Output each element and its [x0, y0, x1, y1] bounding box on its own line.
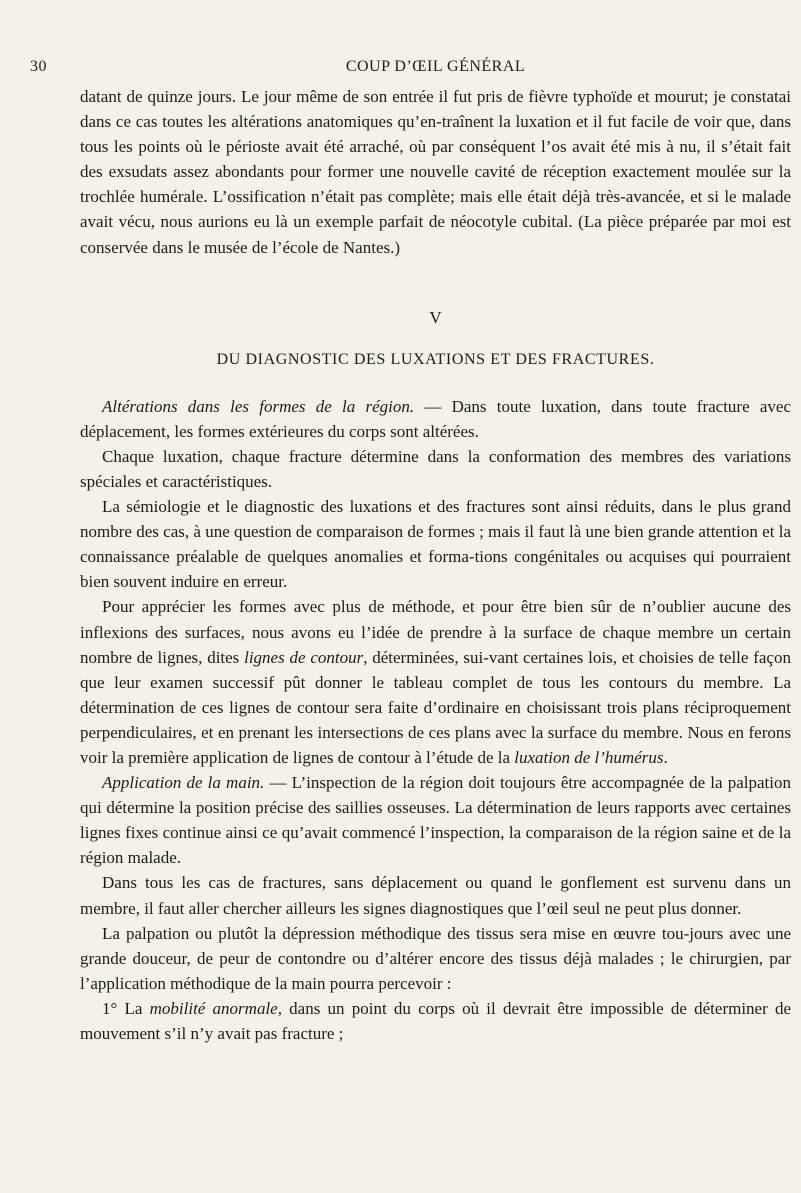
section-number: V: [429, 307, 442, 327]
paragraph-alterations: Altérations dans les formes de la région. — Dans toute luxation, dans toute fracture avec déplacement, les formes extérieures du corps sont altérées.: [80, 396, 791, 441]
page-number: 30: [30, 58, 47, 75]
paragraph-contour-lines: Pour apprécier les formes avec plus de méthode, et pour être bien sûr de n’oublier aucune des inflexions des surfaces, nous avons eu l’idée de prendre à la surface de chaque membre un certain nombre de lignes, dites lignes de contour, déterminées, sui-vant certaines lois, et choisies de telle façon que leur examen successif pût donner le tableau complet de tous les contours du membre. La détermination de ces lignes de contour sera faite d’ordinaire en choisissant trois plans réciproquement perpendiculaires, et en prenant les intersections de ces plans avec la surface du membre. Nous en ferons voir la première application de lignes de contour à l’étude de la luxation de l’humérus.: [80, 597, 791, 767]
intro-paragraph: datant de quinze jours. Le jour même de son entrée il fut pris de fièvre typhoïde et mourut; je constatai dans ce cas toutes les altérations anatomiques qu’en-traînent la luxation et il fut facile de voir que, dans tous les points où le périoste avait été arraché, où par conséquent l’os avait été mis à nu, il s’était fait des exsudats assez abondants pour former une nouvelle cavité de réception exactement moulée sur la trochlée humérale. L’ossification n’était pas complète; mais elle était déjà très-avancée, et si le malade avait vécu, nous aurions eu là un exemple parfait de néocotyle cubital. (La pièce préparée par moi est conservée dans le musée de l’école de Nantes.): [80, 87, 791, 257]
paragraph-list-item: 1° La mobilité anormale, dans un point du corps où il devrait être impossible de déterminer de mouvement s’il n’y avait pas fracture ;: [80, 998, 791, 1043]
paragraph: La sémiologie et le diagnostic des luxations et des fractures sont ainsi réduits, dans le plus grand nombre des cas, à une question de comparaison de formes ; mais il faut là une bien grande attention et la connaissance préalable de quelques anomalies et forma-tions congénitales ou acquises qui pourraient bien souvent induire en erreur.: [80, 497, 791, 592]
italic-term: luxation de l’humérus: [514, 747, 664, 767]
book-page: [30, 58, 791, 1046]
italic-term: mobilité anormale: [149, 998, 278, 1018]
paragraph-application: Application de la main. — L’inspection de la région doit toujours être accompagnée de la palpation qui détermine la position précise des saillies osseuses. La détermination de leurs rapports avec certaines lignes fixes continue ainsi ce qu’avait commencé l’inspection, la comparaison de la région saine et de la région malade.: [80, 773, 791, 868]
page-header: [30, 58, 791, 84]
italic-term: lignes de contour: [244, 647, 364, 667]
paragraph-heading: Application de la main.: [102, 773, 265, 793]
section-title: DU DIAGNOSTIC DES LUXATIONS ET DES FRACTURES.: [216, 350, 655, 368]
paragraph: Chaque luxation, chaque fracture détermine dans la conformation des membres des variations spéciales et caractéristiques.: [80, 446, 791, 491]
running-title: COUP D’ŒIL GÉNÉRAL: [345, 58, 526, 75]
paragraph: Dans tous les cas de fractures, sans déplacement ou quand le gonflement est survenu dans un membre, il faut aller chercher ailleurs les signes diagnostiques que l’œil seul ne peut plus donner.: [80, 873, 791, 918]
paragraph: La palpation ou plutôt la dépression méthodique des tissus sera mise en œuvre tou-jours avec une grande douceur, de peur de contondre ou d’altérer encore des tissus déjà malades ; le chirurgien, par l’application méthodique de la main pourra percevoir :: [80, 923, 791, 993]
paragraph-heading: Altérations dans les formes de la région.: [102, 396, 415, 416]
